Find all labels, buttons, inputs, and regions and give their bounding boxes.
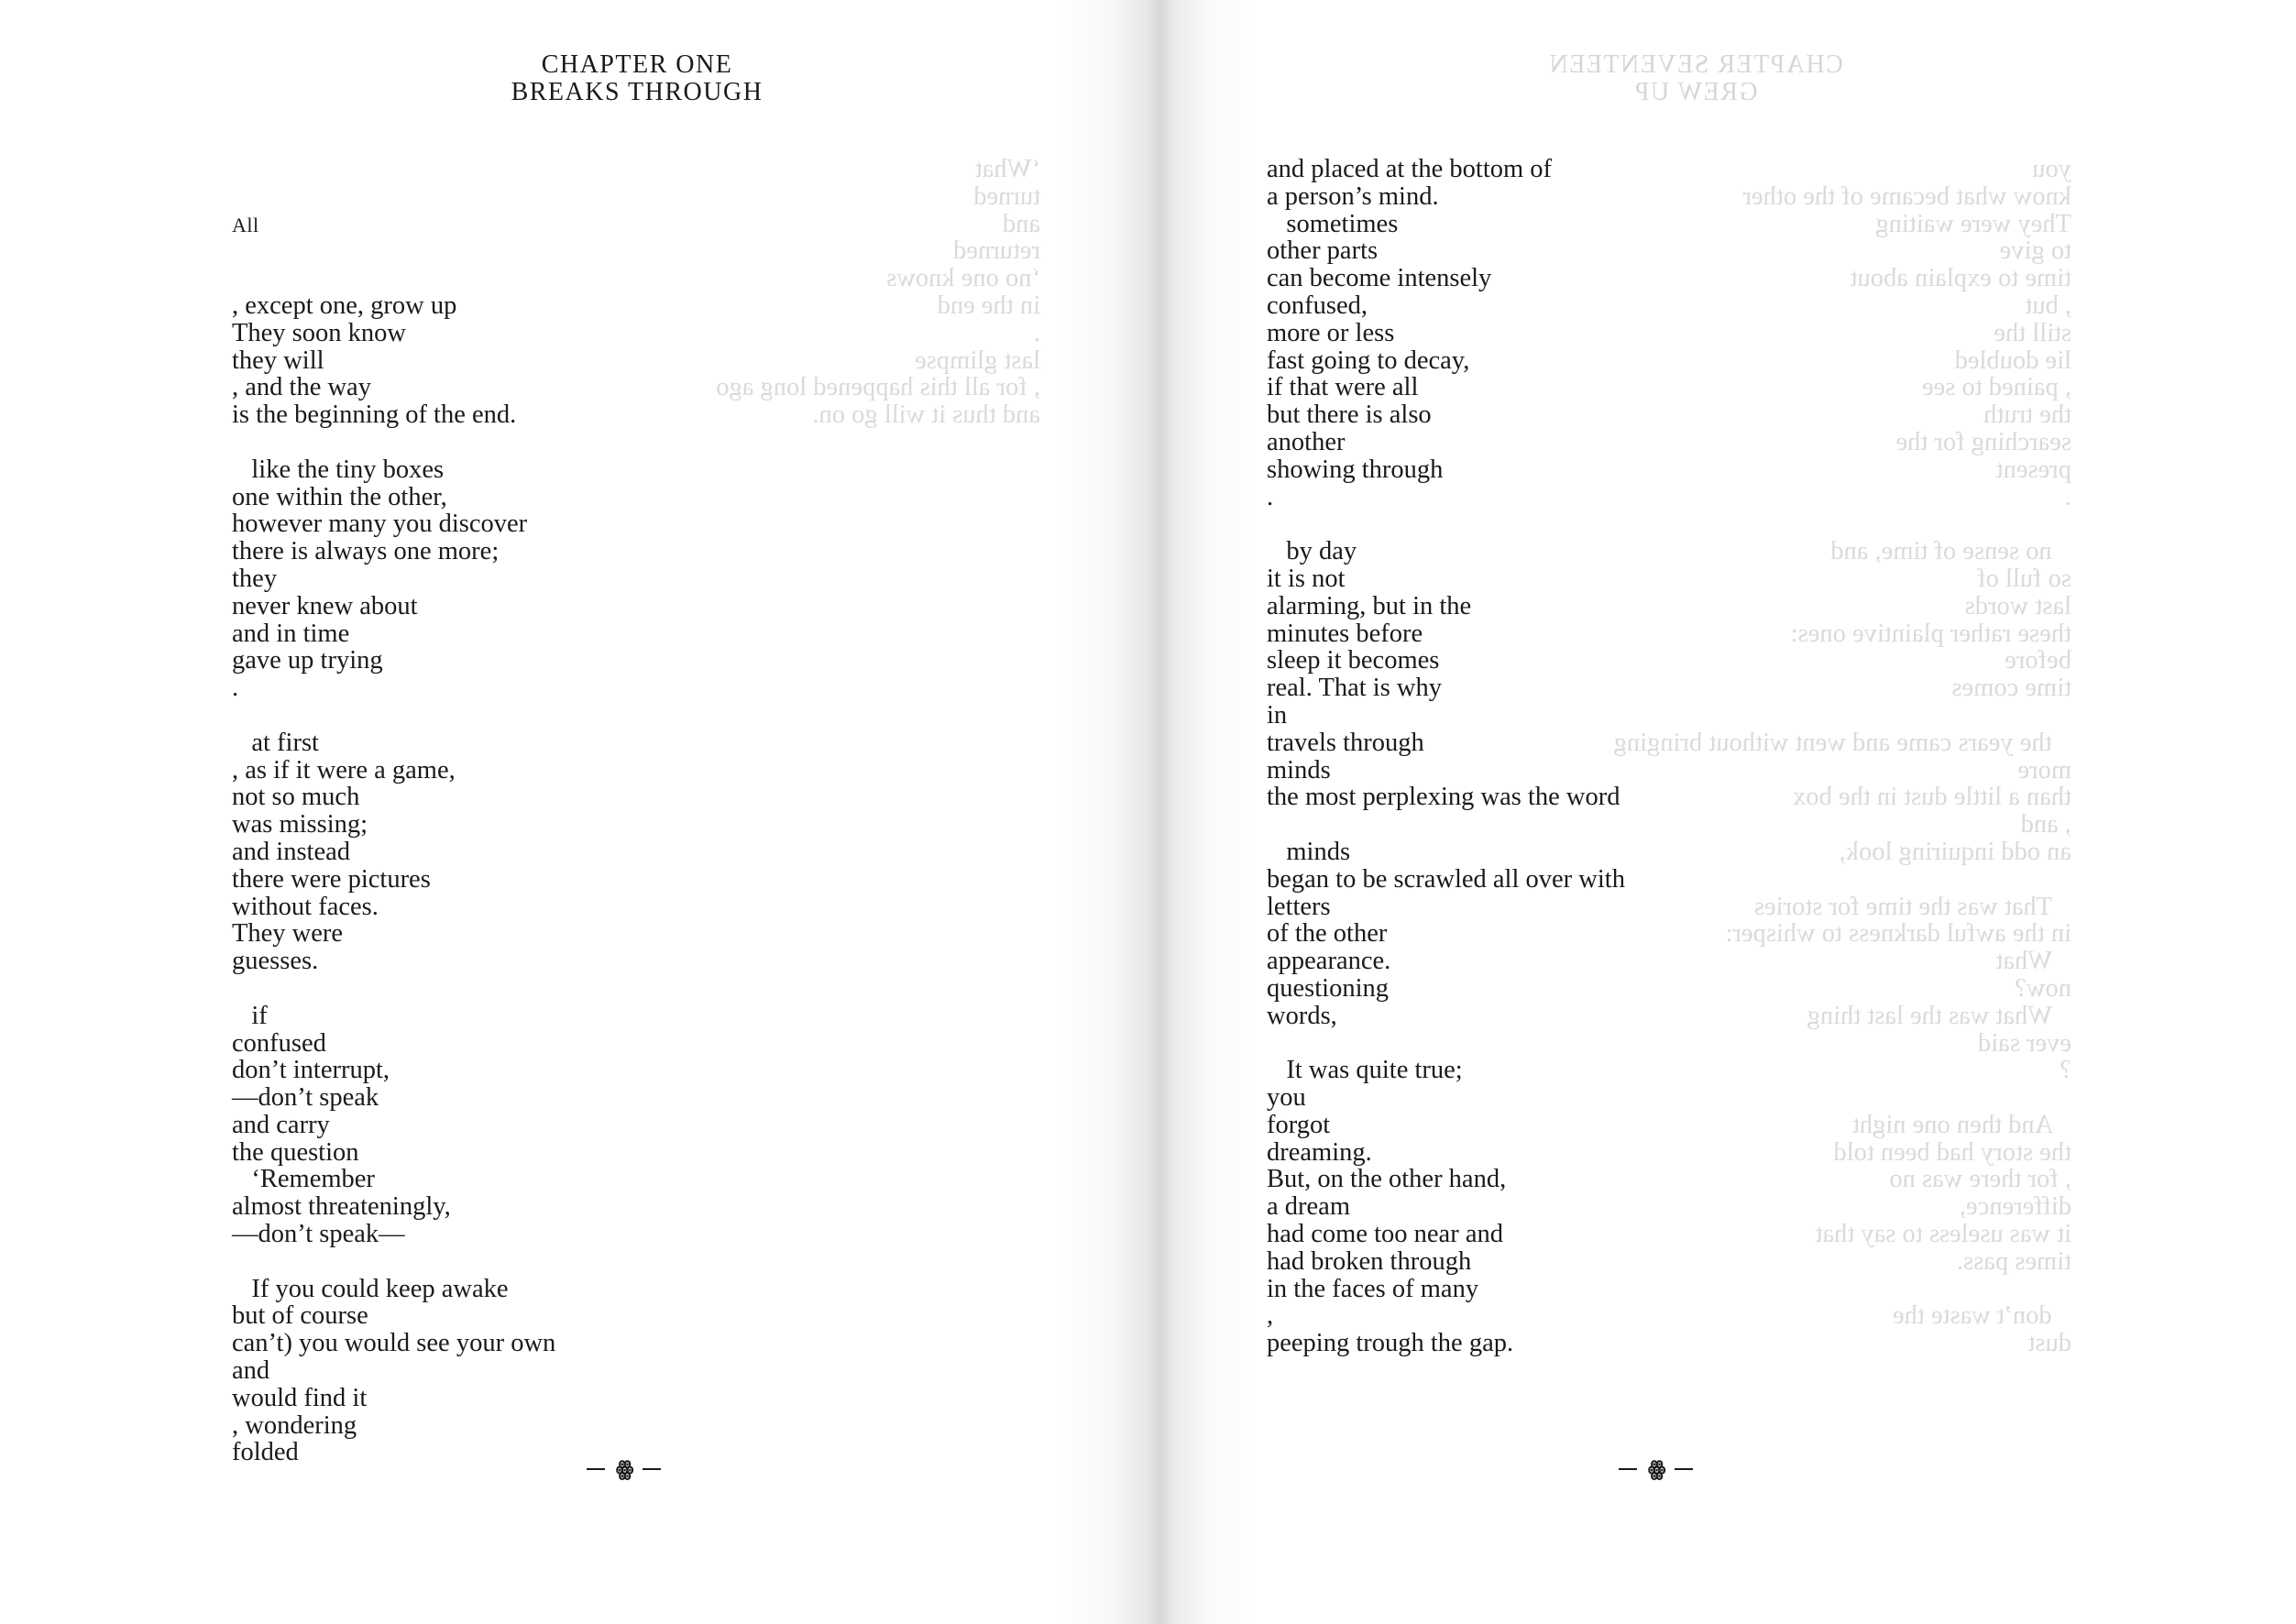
text-line: and in time xyxy=(232,619,350,648)
text-line: times pass. xyxy=(1956,1246,2071,1276)
text-line: It was quite true; xyxy=(1267,1056,1463,1085)
text-line xyxy=(232,211,555,238)
text-line: time to explain about xyxy=(1850,264,2071,293)
text-line: and instead xyxy=(232,837,351,866)
text-line: , and xyxy=(2020,810,2071,839)
text-line: lie doubled xyxy=(1954,346,2071,375)
folio-dash xyxy=(1675,1468,1693,1470)
left-text-column xyxy=(232,156,555,1466)
text-line: a person’s mind. xyxy=(1267,181,1439,211)
text-line: if xyxy=(232,1001,268,1030)
text-line: What was the last thing xyxy=(1807,1001,2071,1030)
text-line: ‘no one knows xyxy=(886,264,1040,293)
text-line xyxy=(232,429,555,456)
text-line: gave up trying xyxy=(232,646,383,675)
text-line: without faces. xyxy=(232,892,379,921)
text-line: , for there was no xyxy=(1889,1165,2071,1194)
text-line: and placed at the bottom of xyxy=(1267,155,1553,183)
text-line: never knew about xyxy=(232,591,418,620)
text-line: the truth xyxy=(1983,401,2071,430)
text-line: would find it xyxy=(232,1383,368,1412)
text-line: guesses. xyxy=(232,947,319,976)
text-line: a dream xyxy=(1267,1192,1350,1222)
text-line: had broken through xyxy=(1267,1246,1472,1276)
text-line: fast going to decay, xyxy=(1267,346,1470,375)
text-line: confused, xyxy=(1267,291,1368,320)
text-line: you xyxy=(1267,1083,1306,1113)
text-line: an odd inquiring look, xyxy=(1839,837,2071,866)
text-line: so full of xyxy=(1977,564,2071,593)
text-line: travels through xyxy=(1267,728,1424,757)
text-line: words, xyxy=(1267,1001,1337,1030)
text-line: They soon know xyxy=(232,318,406,347)
text-line: , pained to see xyxy=(1921,373,2071,402)
text-line: alarming, but in the xyxy=(1267,591,1472,620)
text-line: They were waiting xyxy=(1875,209,2071,238)
folio-dash xyxy=(587,1468,605,1470)
chapter-title: CHAPTER ONE xyxy=(541,50,733,79)
text-line: there is always one more; xyxy=(232,537,500,566)
text-line: dreaming. xyxy=(1267,1137,1372,1167)
text-line: present xyxy=(1995,455,2071,484)
text-line: but there is also xyxy=(1267,401,1432,430)
text-line: and xyxy=(232,1356,270,1386)
text-line: questioning xyxy=(1267,973,1389,1003)
text-line: almost threateningly, xyxy=(232,1192,451,1222)
text-line: the question xyxy=(232,1137,359,1167)
text-line: If you could keep awake xyxy=(232,1274,509,1303)
text-line: confused xyxy=(232,1028,326,1058)
text-line: can’t) you would see your own xyxy=(232,1329,556,1358)
text-line: ‘Remember xyxy=(232,1165,375,1194)
text-line: , as if it were a game, xyxy=(232,755,456,785)
text-line xyxy=(1549,866,2071,894)
text-line: the most perplexing was the word xyxy=(1267,783,1620,812)
text-line: . xyxy=(1033,318,1040,347)
text-line: peeping trough the gap. xyxy=(1267,1329,1514,1358)
text-line: returned xyxy=(953,236,1040,266)
text-line: What xyxy=(1995,947,2071,976)
text-line: however many you discover xyxy=(232,510,528,539)
text-line: of the other xyxy=(1267,919,1388,949)
text-line: searching for the xyxy=(1895,427,2071,456)
text-line: don’t interrupt, xyxy=(232,1056,390,1085)
text-line: , and the way xyxy=(232,373,371,402)
text-line: you xyxy=(2032,155,2071,183)
folio-dash xyxy=(643,1468,661,1470)
folio-ornament: ꙮ xyxy=(616,1457,632,1480)
text-line: and carry xyxy=(232,1110,330,1139)
ghost-chapter-subtitle: GREW UP xyxy=(1633,78,1758,106)
text-line: they xyxy=(232,564,278,593)
text-line: and xyxy=(1002,209,1040,238)
left-ghost-column xyxy=(674,156,1040,429)
text-line: they will xyxy=(232,346,324,375)
text-line: And then one night xyxy=(1851,1110,2071,1139)
text-line: sometimes xyxy=(1267,209,1399,238)
dropcap-word: All xyxy=(232,213,259,236)
text-line: , except one, grow up xyxy=(232,291,457,320)
text-line: They were xyxy=(232,919,344,949)
text-line: . xyxy=(2064,482,2071,511)
text-line: in the end xyxy=(937,291,1040,320)
text-line: last glimpse xyxy=(915,346,1040,375)
text-line: ? xyxy=(2060,1056,2071,1085)
text-line: letters xyxy=(1267,892,1331,921)
text-line: in the awful darkness to whisper: xyxy=(1725,919,2071,949)
text-line: but of course xyxy=(232,1301,368,1331)
text-line: can become intensely xyxy=(1267,264,1492,293)
text-line: , but xyxy=(2025,291,2071,320)
text-line: one within the other, xyxy=(232,482,447,511)
text-line: turned xyxy=(973,181,1040,211)
text-line: minds xyxy=(1267,755,1331,785)
text-line: sleep it becomes xyxy=(1267,646,1440,675)
text-line: and thus it will go on. xyxy=(812,401,1040,430)
text-line: if that were all xyxy=(1267,373,1419,402)
text-line: by day xyxy=(1267,537,1357,566)
text-line: was missing; xyxy=(232,810,368,839)
text-line: other parts xyxy=(1267,236,1379,266)
text-line: . xyxy=(232,674,239,703)
text-line: had come too near and xyxy=(1267,1220,1503,1249)
text-line: showing through xyxy=(1267,455,1444,484)
text-line xyxy=(232,975,555,1003)
text-line: , wondering xyxy=(232,1410,357,1440)
text-line: began to be scrawled all over with xyxy=(1267,864,1625,894)
text-line: time comes xyxy=(1951,674,2071,703)
text-line: at first xyxy=(232,728,319,757)
text-line xyxy=(1549,702,2071,730)
text-line: now? xyxy=(2015,973,2071,1003)
text-line: in xyxy=(1267,700,1288,730)
text-line: —don’t speak— xyxy=(232,1220,405,1249)
text-line: . xyxy=(1267,482,1274,511)
text-line: no sense of time, and xyxy=(1830,537,2071,566)
text-line: ‘What xyxy=(974,155,1040,183)
text-line: it was useless to say that xyxy=(1815,1220,2071,1249)
text-line: it is not xyxy=(1267,564,1346,593)
text-line: don’t waste the xyxy=(1893,1301,2071,1331)
text-line: That was the time for stories xyxy=(1753,892,2071,921)
text-line: like the tiny boxes xyxy=(232,455,445,484)
left-folio xyxy=(587,1455,661,1483)
text-line: But, on the other hand, xyxy=(1267,1165,1507,1194)
text-line: than a little dust in the box xyxy=(1793,783,2071,812)
text-line: to give xyxy=(1999,236,2071,266)
text-line: in the faces of many xyxy=(1267,1274,1479,1303)
folio-dash xyxy=(1619,1468,1637,1470)
text-line xyxy=(1549,1276,2071,1303)
text-line: minds xyxy=(1267,837,1351,866)
text-line: these rather plaintive ones: xyxy=(1790,619,2071,648)
text-line: there were pictures xyxy=(232,864,431,894)
text-line: forgot xyxy=(1267,1110,1331,1139)
chapter-subtitle: BREAKS THROUGH xyxy=(511,78,764,106)
text-line: before xyxy=(2005,646,2071,675)
text-line: more or less xyxy=(1267,318,1395,347)
text-line: is the beginning of the end. xyxy=(232,401,517,430)
text-line: difference, xyxy=(1959,1192,2071,1222)
folio-ornament: ꙮ xyxy=(1648,1457,1664,1480)
right-folio xyxy=(1619,1455,1693,1483)
right-ghost-column xyxy=(1549,156,2071,1357)
ghost-chapter-heading xyxy=(1476,51,1916,106)
text-line: last words xyxy=(1964,591,2071,620)
text-line: ever said xyxy=(1977,1028,2071,1058)
text-line: , for all this happened long ago xyxy=(716,373,1040,402)
text-line: the story had been told xyxy=(1833,1137,2071,1167)
text-line: more xyxy=(2017,755,2071,785)
text-line: dust xyxy=(2027,1329,2071,1358)
text-line: the years came and went without bringing xyxy=(1613,728,2071,757)
ghost-chapter-title: CHAPTER SEVENTEEN xyxy=(1548,50,1843,79)
text-line: not so much xyxy=(232,783,360,812)
text-line xyxy=(232,1248,555,1276)
text-line xyxy=(1549,510,2071,538)
text-line: real. That is why xyxy=(1267,674,1443,703)
text-line: —don’t speak xyxy=(232,1083,379,1113)
text-line xyxy=(1549,1084,2071,1112)
text-line: , xyxy=(1267,1301,1274,1331)
text-line: still the xyxy=(1994,318,2071,347)
text-line: folded xyxy=(232,1438,299,1467)
text-line: another xyxy=(1267,427,1346,456)
text-line: appearance. xyxy=(1267,947,1391,976)
text-line: know what became of the other xyxy=(1742,181,2071,211)
text-line xyxy=(232,702,555,730)
text-line: minutes before xyxy=(1267,619,1423,648)
chapter-heading xyxy=(376,51,898,106)
